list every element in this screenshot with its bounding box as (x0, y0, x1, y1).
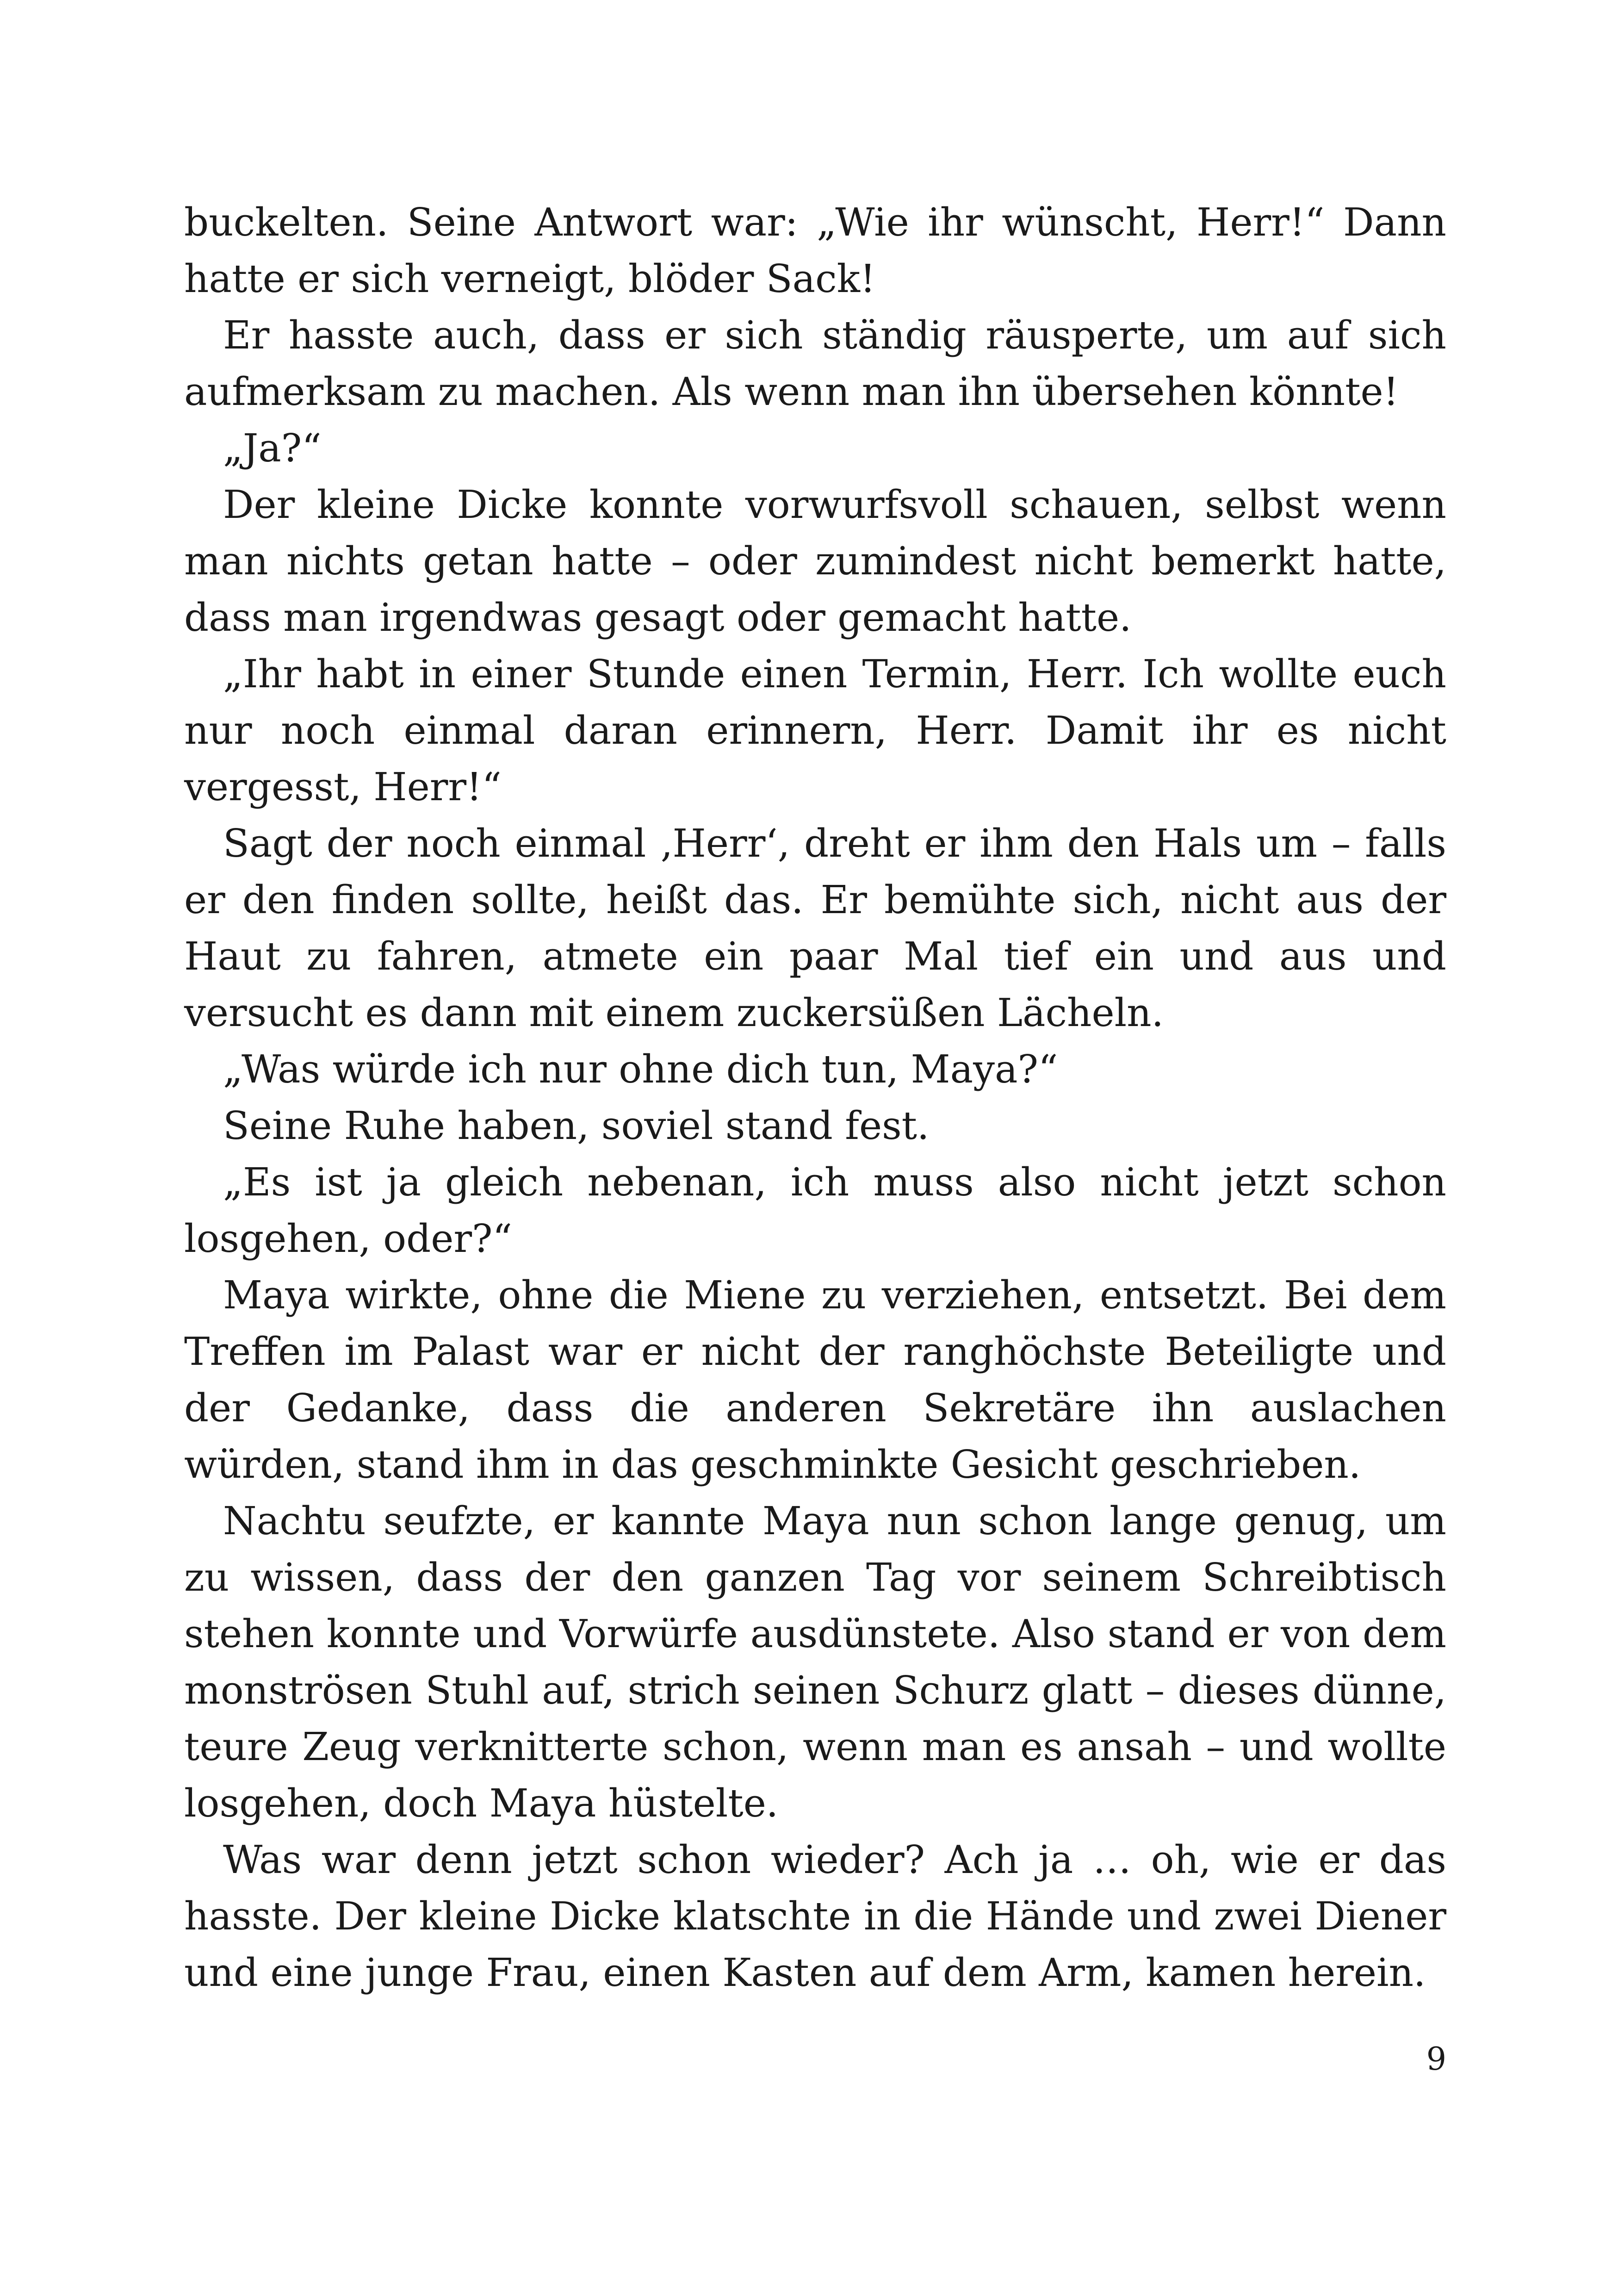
paragraph: Sagt der noch einmal ‚Herr‘, dreht er ihm den Hals um – falls er den finden sollte, heißt das. Er bemühte sich, nicht aus der Haut zu fahren, atmete ein paar Mal tief ein und aus und versucht es dann mit einem zuckersüßen Lächeln. (184, 821, 1446, 1035)
paragraph: Der kleine Dicke konnte vorwurfsvoll schauen, selbst wenn man nichts getan hatte – oder zumindest nicht bemerkt hatte, dass man irgendwas gesagt oder gemacht hatte. (184, 482, 1446, 640)
paragraph: Nachtu seufzte, er kannte Maya nun schon lange genug, um zu wissen, dass der den ganzen Tag vor seinem Schreibtisch stehen konnte und Vorwürfe ausdünstete. Also stand er von dem monströsen Stuhl auf, strich seinen Schurz glatt – dieses dünne, teure Zeug verknitterte schon, wenn man es ansah – und wollte losgehen, doch Maya hüstelte. (184, 1499, 1446, 1826)
body-text (184, 194, 1446, 2001)
page-number: 9 (1426, 2041, 1446, 2078)
paragraph: Er hasste auch, dass er sich ständig räusperte, um auf sich aufmerksam zu machen. Als wenn man ihn übersehen könnte! (184, 313, 1446, 414)
paragraph: Maya wirkte, ohne die Miene zu verziehen, entsetzt. Bei dem Treffen im Palast war er nicht der ranghöchste Beteiligte und der Gedanke, dass die anderen Sekretäre ihn auslachen würden, stand ihm in das geschminkte Gesicht geschrieben. (184, 1273, 1446, 1487)
paragraph: buckelten. Seine Antwort war: „Wie ihr wünscht, Herr!“ Dann hatte er sich verneigt, blöder Sack! (184, 200, 1446, 301)
paragraph: „Ja?“ (223, 426, 322, 471)
paragraph: „Ihr habt in einer Stunde einen Termin, Herr. Ich wollte euch nur noch einmal daran erinnern, Herr. Damit ihr es nicht vergesst, Herr!“ (184, 652, 1446, 809)
paragraph: „Es ist ja gleich nebenan, ich muss also nicht jetzt schon losgehen, oder?“ (184, 1160, 1446, 1261)
paragraph: „Was würde ich nur ohne dich tun, Maya?“ (223, 1047, 1058, 1092)
paragraph: Seine Ruhe haben, soviel stand fest. (223, 1103, 930, 1148)
paragraph: Was war denn jetzt schon wieder? Ach ja … oh, wie er das hasste. Der kleine Dicke klatschte in die Hände und zwei Diener und eine junge Frau, einen Kasten auf dem Arm, kamen herein. (184, 1837, 1446, 1995)
